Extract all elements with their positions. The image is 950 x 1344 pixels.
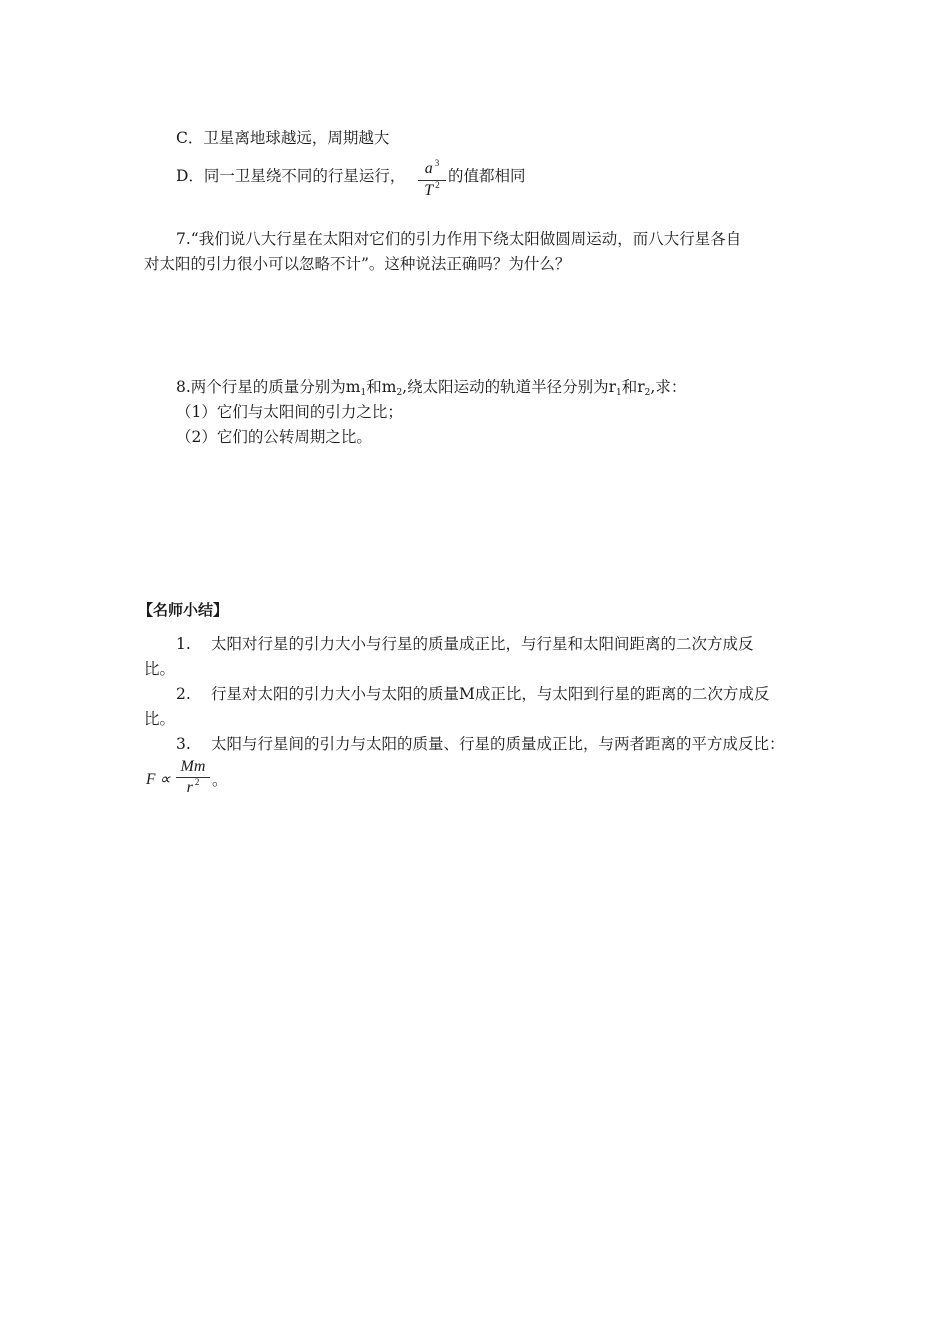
formula-denominator: r $^2$ [186,777,200,796]
summary-item-1-line-1: 太阳对行星的引力大小与行星的质量成正比，与行星和太阳间距离的二次方成反 [211,635,754,653]
fraction-bar [418,180,446,181]
summary-item-2-line-1: 行星对太阳的引力大小与太阳的质量M成正比，与太阳到行星的距离的二次方成反 [211,685,770,703]
formula-fraction-bar [176,777,210,778]
fraction-a3-over-t2 [418,160,446,201]
question-7-line-1: 7.“我们说八大行星在太阳对它们的引力作用下绕太阳做圆周运动，而八大行星各自 [176,230,742,248]
summary-item-2: 2. [176,685,191,703]
formula-end: 。 [212,771,228,789]
formula-lhs: F ∝ [146,771,171,788]
option-c: C．卫星离地球越远，周期越大 [176,129,390,147]
summary-heading: 【名师小结】 [138,601,229,619]
question-8-stem: 8.两个行星的质量分别为m1和m2,绕太阳运动的轨道半径分别为r1和r2,求： [176,378,687,398]
question-7-line-2: 对太阳的引力很小可以忽略不计”。这种说法正确吗？为什么？ [144,255,571,273]
summary-item-2-line-2: 比。 [144,710,176,728]
fraction-denominator: T $^2$ [424,180,440,199]
summary-item-3: 3. [176,735,191,753]
question-8-part-1: （1）它们与太阳间的引力之比； [176,403,403,421]
option-d-suffix: 的值都相同 [448,167,526,185]
summary-item-3-line-1: 太阳与行星间的引力与太阳的质量、行星的质量成正比，与两者距离的平方成反比： [211,735,785,753]
option-d: D．同一卫星绕不同的行星运行， [176,167,406,185]
fraction-numerator: a $^3$ [424,158,440,177]
summary-item-1-line-2: 比。 [144,660,176,678]
question-8-part-2: （2）它们的公转周期之比。 [176,428,372,446]
summary-item-1: 1. [176,635,191,653]
fraction-mm-over-r2 [176,758,210,798]
formula-numerator: Mm [180,758,206,775]
